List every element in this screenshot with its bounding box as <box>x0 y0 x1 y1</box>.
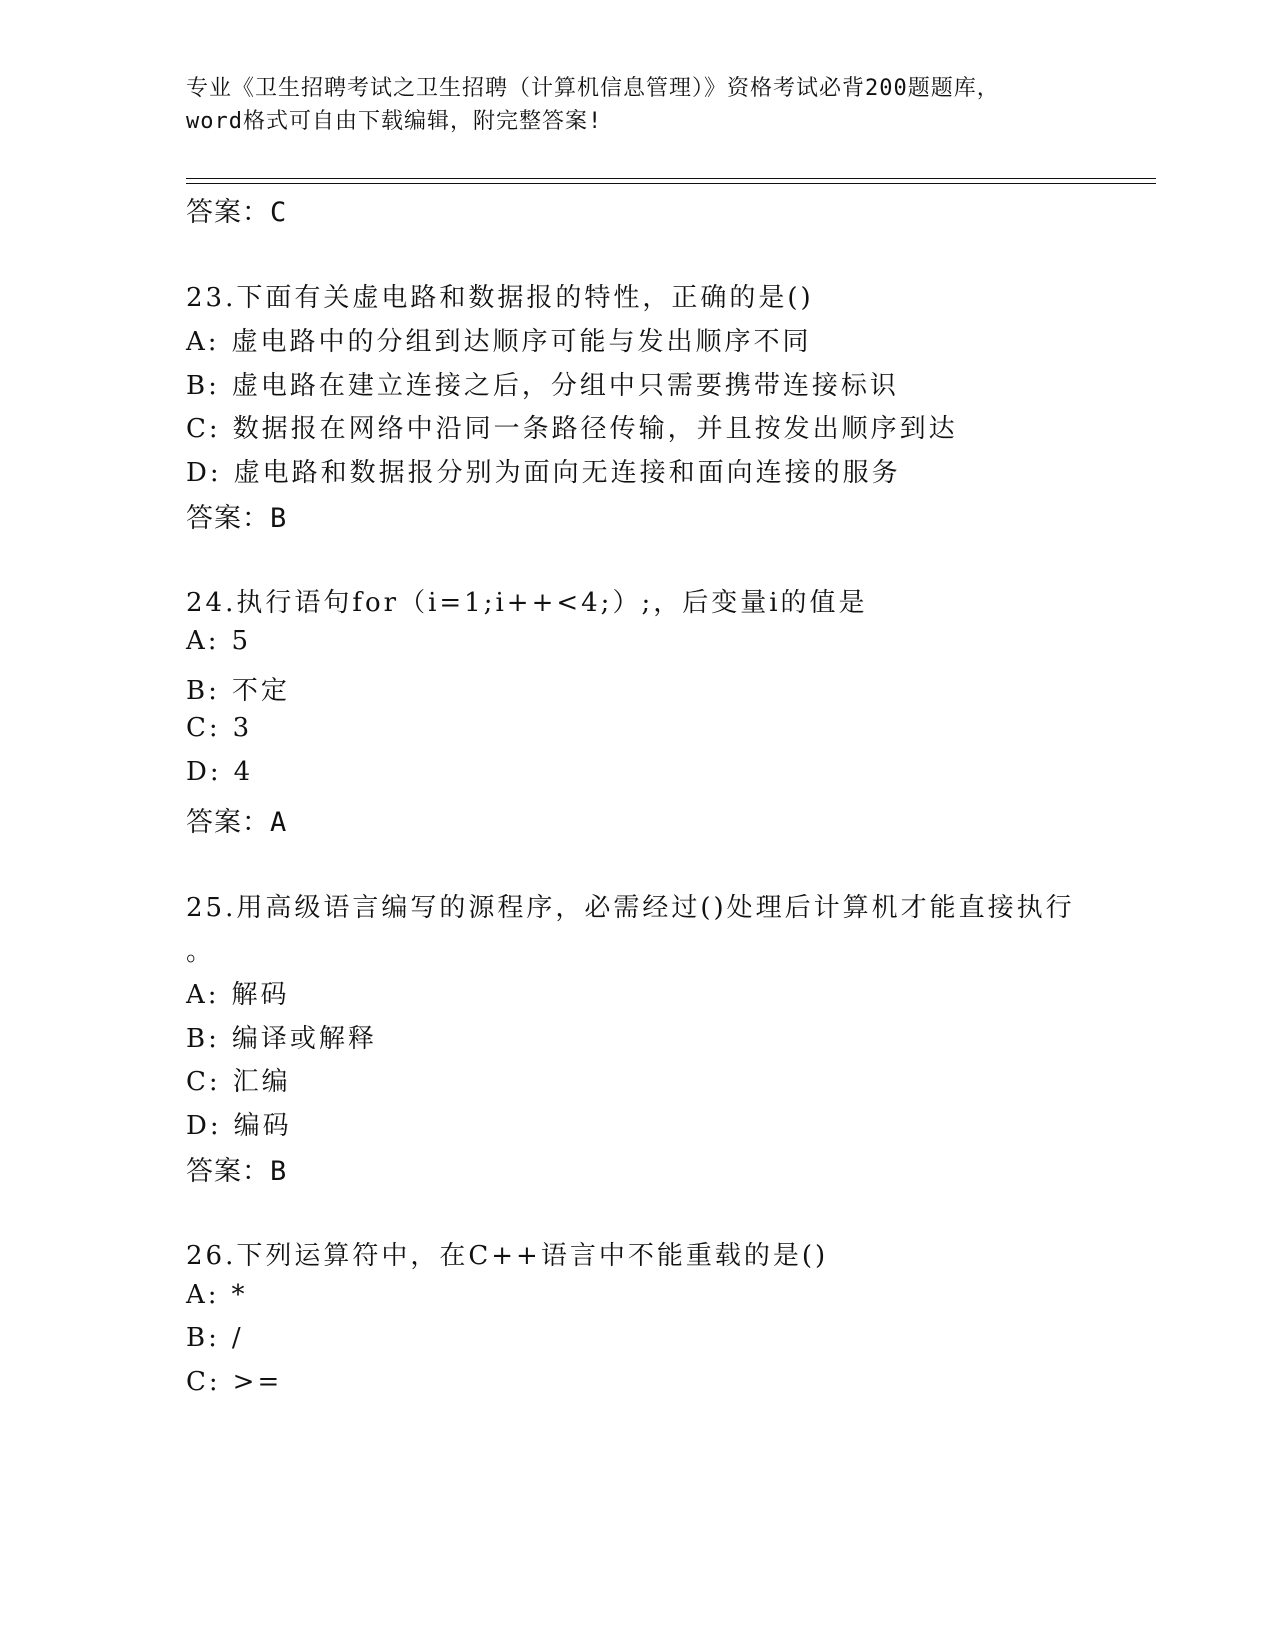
option-text: 4 <box>233 757 254 787</box>
answer-value: B <box>270 1156 288 1187</box>
answer-label: 答案： <box>186 197 270 228</box>
option-text: 虚电路和数据报分别为面向无连接和面向连接的服务 <box>233 458 901 488</box>
question-number: 23 . <box>186 283 236 313</box>
question-25 <box>186 887 1075 924</box>
option-c <box>186 713 252 743</box>
option-letter: B : <box>186 676 232 706</box>
option-a <box>186 1280 248 1310</box>
answer-line <box>186 800 287 839</box>
option-text: 虚电路在建立连接之后，分组中只需要携带连接标识 <box>231 371 899 401</box>
option-text: 虚电路中的分组到达顺序可能与发出顺序不同 <box>231 327 812 357</box>
option-c <box>186 408 958 445</box>
answer-line <box>186 1149 287 1188</box>
option-d <box>186 757 253 787</box>
option-text: 汇编 <box>232 1067 291 1097</box>
option-text: 不定 <box>231 676 290 706</box>
option-letter: B : <box>186 1323 232 1353</box>
question-number: 25 . <box>186 893 236 923</box>
option-letter: D : <box>186 757 234 787</box>
option-text: / <box>231 1323 244 1353</box>
option-a <box>186 626 251 656</box>
option-text: 编译或解释 <box>231 1024 377 1054</box>
question-text: 下面有关虚电路和数据报的特性，正确的是() <box>236 283 814 313</box>
answer-label: 答案： <box>186 503 270 534</box>
option-text: 5 <box>231 626 252 656</box>
question-text: 执行语句for（i=1;i++<4;）;，后变量i的值是 <box>236 588 868 618</box>
option-letter: B : <box>186 371 232 401</box>
option-text: 解码 <box>231 980 290 1010</box>
option-letter: D : <box>186 458 234 488</box>
option-letter: A : <box>186 980 232 1010</box>
question-number: 26 . <box>186 1241 236 1271</box>
option-letter: A : <box>186 1280 232 1310</box>
document-header <box>186 72 1086 138</box>
option-d <box>186 1105 292 1142</box>
question-text-continuation: 。 <box>186 937 216 967</box>
answer-value: A <box>270 807 288 838</box>
question-text: 下列运算符中，在C++语言中不能重载的是() <box>236 1241 829 1271</box>
question-number: 24 . <box>186 588 236 618</box>
answer-value: C <box>270 197 288 228</box>
question-text: 用高级语言编写的源程序，必需经过()处理后计算机才能直接执行 <box>236 893 1075 923</box>
option-letter: C : <box>186 713 233 743</box>
option-b <box>186 1018 377 1055</box>
header-line-1: 专业《卫生招聘考试之卫生招聘（计算机信息管理）》资格考试必背200题题库， <box>186 76 1000 101</box>
option-a <box>186 974 290 1011</box>
option-b <box>186 670 290 707</box>
answer-value: B <box>270 503 288 534</box>
answer-line <box>186 190 287 229</box>
option-text: * <box>231 1280 248 1310</box>
option-letter: D : <box>186 1111 234 1141</box>
option-c <box>186 1061 291 1098</box>
header-rule-top <box>186 178 1156 179</box>
option-text: 3 <box>232 713 253 743</box>
header-rule-bottom <box>186 183 1156 184</box>
option-b <box>186 1323 244 1353</box>
header-line-2: word格式可自由下载编辑，附完整答案! <box>186 109 603 134</box>
question-24 <box>186 582 868 619</box>
option-letter: A : <box>186 327 232 357</box>
option-letter: A : <box>186 626 232 656</box>
answer-label: 答案： <box>186 1156 270 1187</box>
answer-label: 答案： <box>186 807 270 838</box>
question-23 <box>186 277 814 314</box>
option-b <box>186 365 899 402</box>
question-26 <box>186 1235 828 1272</box>
option-text: 编码 <box>233 1111 292 1141</box>
option-d <box>186 452 901 489</box>
option-a <box>186 321 812 358</box>
option-letter: B : <box>186 1024 232 1054</box>
option-letter: C : <box>186 1067 233 1097</box>
option-letter: C : <box>186 1367 233 1397</box>
option-letter: C : <box>186 414 233 444</box>
answer-line <box>186 496 287 535</box>
option-c <box>186 1367 282 1397</box>
option-text: 数据报在网络中沿同一条路径传输，并且按发出顺序到达 <box>232 414 958 444</box>
option-text: >= <box>232 1367 283 1397</box>
